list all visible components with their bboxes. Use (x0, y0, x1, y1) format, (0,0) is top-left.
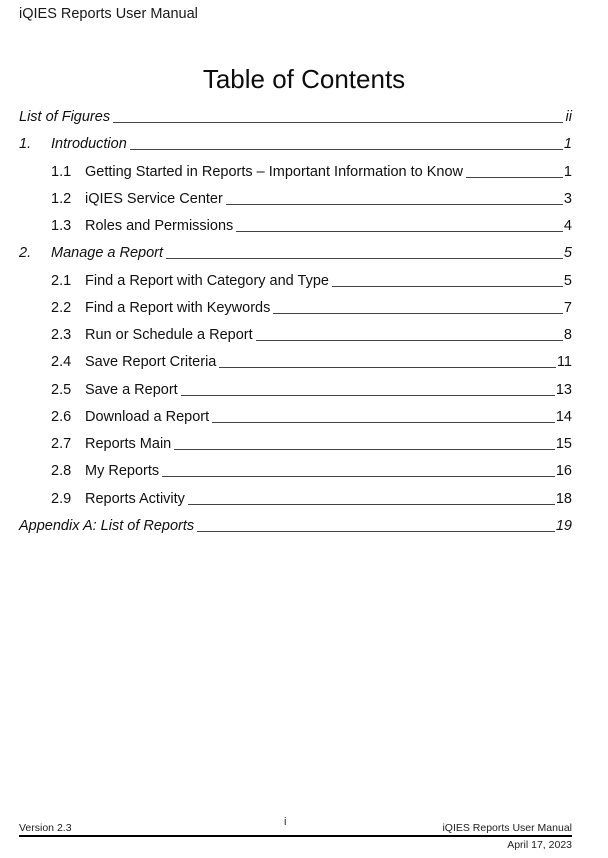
toc-entry-page[interactable]: ii (565, 109, 572, 125)
toc-entry-number: 2.7 (51, 436, 72, 452)
toc-entry[interactable] (19, 460, 572, 487)
toc-entry[interactable] (19, 379, 572, 406)
toc-leader-line (212, 422, 555, 423)
toc-entry-number: 2.5 (51, 381, 72, 398)
toc-entry-page[interactable]: 11 (556, 354, 572, 371)
toc-entry-title[interactable]: Find a Report with Keywords (85, 299, 271, 316)
toc-entry[interactable] (19, 133, 572, 160)
toc-entry-number: 1. (19, 136, 32, 153)
toc-entry-title[interactable]: Introduction (51, 136, 127, 153)
toc-entry[interactable] (19, 351, 572, 378)
toc-entry[interactable] (19, 324, 572, 351)
toc-entry-page[interactable]: 19 (555, 517, 572, 534)
toc-entry-title[interactable]: List of Figures (19, 109, 111, 125)
toc-leader-line (188, 504, 555, 505)
footer-manual-title: iQIES Reports User Manual (442, 822, 572, 834)
toc-leader-line (236, 231, 563, 232)
footer-date: April 17, 2023 (507, 839, 572, 851)
toc-leader-line (273, 313, 563, 314)
running-header-title: iQIES Reports User Manual (19, 6, 198, 22)
toc-entry-number: 2.6 (51, 408, 72, 425)
toc-entry-title[interactable]: iQIES Service Center (85, 190, 223, 207)
toc-entry-title[interactable]: Reports Main (85, 436, 172, 452)
toc-entry[interactable] (19, 297, 572, 324)
toc-leader-line (166, 258, 563, 259)
toc-entry-page[interactable]: 13 (555, 381, 572, 398)
toc-entry[interactable] (19, 488, 572, 515)
toc-entry-number: 2. (19, 245, 32, 262)
toc-leader-line (181, 395, 555, 396)
toc-leader-line (219, 367, 556, 368)
toc-leader-line (162, 476, 555, 477)
toc-entry-page[interactable]: 1 (563, 136, 572, 153)
toc-entry-page[interactable]: 8 (563, 327, 572, 343)
toc-entry-page[interactable]: 4 (563, 218, 572, 234)
toc-entry[interactable] (19, 106, 572, 133)
toc-entry-number: 2.2 (51, 299, 72, 316)
footer-page-number: i (284, 816, 287, 828)
toc-entry-page[interactable]: 7 (563, 299, 572, 316)
toc-entry-page[interactable]: 5 (563, 272, 572, 289)
toc-entry-number: 2.1 (51, 272, 72, 289)
toc-entry[interactable] (19, 188, 572, 215)
toc-leader-line (466, 177, 563, 178)
toc-entry-number: 1.3 (51, 218, 72, 234)
toc-entry[interactable] (19, 215, 572, 242)
toc-entry[interactable] (19, 161, 572, 188)
toc-entry-number: 2.4 (51, 354, 72, 371)
toc-entry-page[interactable]: 15 (555, 436, 572, 452)
toc-entry-title[interactable]: Manage a Report (51, 245, 164, 262)
toc-entry-title[interactable]: Appendix A: List of Reports (19, 517, 195, 534)
footer-version: Version 2.3 (19, 822, 72, 834)
toc-entry[interactable] (19, 242, 572, 269)
toc-entry[interactable] (19, 515, 572, 542)
page-title: Table of Contents (202, 64, 406, 94)
toc-entry-number: 2.3 (51, 327, 72, 343)
toc-entry[interactable] (19, 406, 572, 433)
toc-entry-number: 1.2 (51, 190, 72, 207)
toc-entry-title[interactable]: Run or Schedule a Report (85, 327, 253, 343)
toc-leader-line (113, 122, 563, 123)
toc-entry-title[interactable]: Save a Report (85, 381, 178, 398)
toc-entry-title[interactable]: Reports Activity (85, 490, 185, 507)
toc-entry-title[interactable]: Find a Report with Category and Type (85, 272, 329, 289)
toc-leader-line (130, 149, 563, 150)
toc-entry-page[interactable]: 16 (555, 463, 572, 480)
toc-entry-title[interactable]: My Reports (85, 463, 160, 480)
toc-leader-line (197, 531, 555, 532)
toc-entry-number: 1.1 (51, 163, 72, 180)
toc-entry-page[interactable]: 14 (555, 408, 572, 425)
toc-leader-line (332, 286, 563, 287)
toc-entry-number: 2.8 (51, 463, 72, 480)
toc-entry-title[interactable]: Getting Started in Reports – Important Information to Know (85, 163, 463, 180)
table-of-contents (19, 106, 572, 542)
toc-entry[interactable] (19, 433, 572, 460)
toc-entry-title[interactable]: Save Report Criteria (85, 354, 217, 371)
toc-entry-page[interactable]: 3 (563, 190, 572, 207)
toc-entry-page[interactable]: 18 (555, 490, 572, 507)
toc-entry-title[interactable]: Roles and Permissions (85, 218, 234, 234)
toc-entry[interactable] (19, 270, 572, 297)
toc-entry-number: 2.9 (51, 490, 72, 507)
toc-entry-title[interactable]: Download a Report (85, 408, 210, 425)
toc-entry-page[interactable]: 5 (563, 245, 572, 262)
footer-divider (19, 835, 572, 837)
toc-leader-line (226, 204, 563, 205)
toc-leader-line (256, 340, 563, 341)
toc-leader-line (174, 449, 555, 450)
toc-entry-page[interactable]: 1 (563, 163, 572, 180)
